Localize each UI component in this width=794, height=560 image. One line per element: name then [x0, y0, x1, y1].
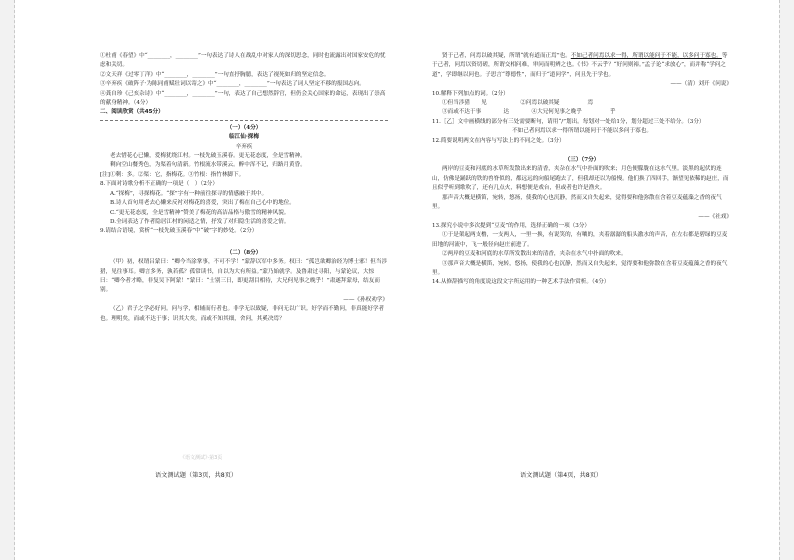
left-page-content — [100, 52, 388, 324]
poem-note: [注]①剩：多。②渠：它，指梅花。③竹根：指竹林脚下。 — [100, 171, 245, 178]
poem-title: 临江仙·探梅 — [229, 134, 259, 141]
question-8: 8.下面对诗歌分析不正确的一项是（ ）（2分） — [100, 181, 218, 188]
passage-yi: （乙）君子之学必好问。问与学，相辅而行者也。非学无以致疑，非问无以广识。好学而不勤问，非真能好学者也。理明矣，而或不达于事；识其大矣，而或不知其细，舍问，其奚决焉？ — [100, 306, 385, 322]
q13-item-2: ②两岸的豆麦和河底的水草所发散出来的清香，夹杂在水气中扑面的吹来。 — [442, 251, 627, 258]
left-page-footer: 语文测试题（第3页，共8页） — [155, 472, 238, 479]
q8-option-d: D.全词表达了作者隐居江村的闲适之情，抒发了对归隐生活的喜爱之情。 — [110, 218, 290, 225]
recitation-item-1: ①杜甫《春望》中“________，________”一句表达了诗人在战乱中对家人的深切思念，同时也流露出对国家安危的忧虑和关切。 — [100, 53, 386, 69]
left-binding-edge — [0, 0, 15, 560]
passage-yi-continued — [432, 52, 732, 80]
passage-jia-source: ——《孙权劝学》 — [343, 296, 388, 303]
question-10: 10.解释下列加点的词。（2分） — [432, 90, 509, 97]
poem-line-1: 老去惜花心已懒，爱梅犹绕江村。一枝先破玉溪春。更无花态度，全是雪精神。 — [110, 153, 306, 160]
q8-option-a: A.“探梅”，寻探梅花。“探”字有一种前往探寻的情感融于其中。 — [110, 190, 268, 197]
q8-option-c: C.“更无花态度，全是雪精神”赞美了梅花的高洁品格与傲雪的精神风貌。 — [110, 209, 290, 216]
answer-space — [432, 146, 732, 156]
right-binding-edge — [779, 0, 794, 560]
section-title-reading: 二、阅读欣赏（共45分） — [100, 109, 164, 116]
passage-jia: （甲）初，权谓吕蒙曰：“卿今当涂掌事，不可不学！”蒙辞以军中多务。权曰：“孤岂欲卿治经为博士邪！但当涉猎，见往事耳。卿言多务，孰若孤？孤常读书，自以为大有所益。”蒙乃始就学。及鲁肃过寻阳，与蒙论议，大惊曰：“卿今者才略，非复吴下阿蒙！”蒙曰：“士别三日，即更刮目相待，大兄何见事之晚乎！”肃遂拜蒙母，结友而别。 — [100, 259, 388, 294]
question-12: 12.简要说明两文在内容与写法上的不同之处。（3分） — [432, 137, 565, 144]
q10-line-2: ③而或不达于事 达 ④大兄何见事之晚乎 乎 — [442, 109, 616, 116]
passage-yi-part-1: 贤于己者，问焉以破其疑，所谓“就有道而正焉”也。 — [442, 53, 571, 59]
part3-title: （三）（7分） — [564, 157, 600, 164]
right-page-footer: 语文测试题（第4页，共8页） — [520, 472, 603, 479]
recitation-item-4: ④龚自珍《己亥杂诗》中“________，________”一句，表达了自己想然辞官，但仍会关心国家的命运，表现出了崇高的献身精神。（4分） — [100, 90, 386, 107]
passage-shexi-2: 那声音大概是横笛，宛转，悠扬，使我的心也沉静，然而又自失起来，觉得要和他弥散在含着豆麦蕴藻之香的夜气里。 — [432, 194, 722, 211]
right-page-content — [432, 52, 732, 288]
passage-shexi-source: ——《社戏》 — [698, 213, 732, 220]
part1-title: （一）（4分） — [226, 124, 262, 131]
q13-item-1: ①于是架起两支橹，一支两人，一里一换，有说笑的，有嚷的，夹着潺潺的船头激水的声音，在左右都是碧绿的豆麦田地的河流中，飞一般径向赵庄前进了。 — [432, 232, 728, 248]
answer-space — [100, 237, 388, 249]
passage-yi-part-2: 等于己者，问焉以资切磋，所谓交相问难，审问而明辨之也。《书》不云乎？“好问则裕。”孟子论“求放心”，而并称“学问之道”，学即继以问也。子思言“尊德性”，而归于“道问学”，问且先于学也。 — [432, 53, 728, 78]
poem-line-2: 剩向空山餐秀色，为渠着句清新。竹根流水带溪云。醉中浑不记，归路月黄昏。 — [110, 162, 306, 169]
q13-item-3: ③那声音大概是横笛，宛转，悠扬，使我的心也沉静，然而又自失起来，觉得要和他弥散在含着豆麦蕴藻之香的夜气里。 — [432, 260, 728, 276]
page-stamp: 《语文测试》·第3页 — [180, 455, 223, 461]
part2-title: （二）（8分） — [226, 249, 262, 256]
q11-sentence: 不如己者问焉以求一得所谓以能问于不能以多问于寡也。 — [512, 128, 652, 135]
underlined-sentence: 不如己者问焉以求一得，所谓以能问于不能，以多问于寡也。 — [570, 53, 722, 59]
question-14: 14.从修辞描写的角度说这段文字所运用的一种艺术手法作赏析。（4分） — [432, 279, 610, 286]
q8-option-b: B.诗人首句用老去心懒来反衬对梅花的喜爱，突出了梅在自己心中的地位。 — [110, 200, 295, 207]
passage-shexi-1: 两岸的豆麦和河底的水草所发散出来的清香，夹杂在水气中扑面的吹来；月色便朦胧在这水气里。淡黑的起伏的连山，仿佛是踊跃的铁的兽脊似的，都远远的向船尾跑去了，但我却还以为船慢。他们换了四回手，渐望见依稀的赵庄，而且似乎听到歌吹了，还有几点火，料想便是戏台，但或者也许是渔火。 — [432, 166, 729, 192]
recitation-item-3: ③辛弃疾《破阵子·为陈同甫赋壮词以寄之》中“________，________”一句表达了词人坚定不移的报国志向。 — [100, 81, 365, 88]
divider — [100, 120, 388, 121]
question-13: 13.探究小说中多次提到“豆麦”的作用，选择正确的一项（3分） — [432, 222, 591, 229]
passage-yi-source: ——（清）刘开《问说》 — [670, 81, 732, 88]
question-9: 9.请结合语境，赏析“一枝先破玉溪春”中“破”字的妙处。（2分） — [100, 228, 258, 235]
recitation-item-2: ②文天祥《过零丁洋》中“________，________”一句直抒胸臆，表达了视死如归的坚定信念。 — [100, 71, 330, 78]
poem-author: 辛弃疾 — [235, 143, 253, 150]
q10-line-1: ①但当涉猎 见 ②问焉以破其疑 焉 — [442, 100, 594, 107]
question-11: 11.［乙］文中画横线的部分有三处需要断句，请用“/”划出。每划对一处给1分，划分超过三处不给分。（3分） — [432, 118, 705, 125]
